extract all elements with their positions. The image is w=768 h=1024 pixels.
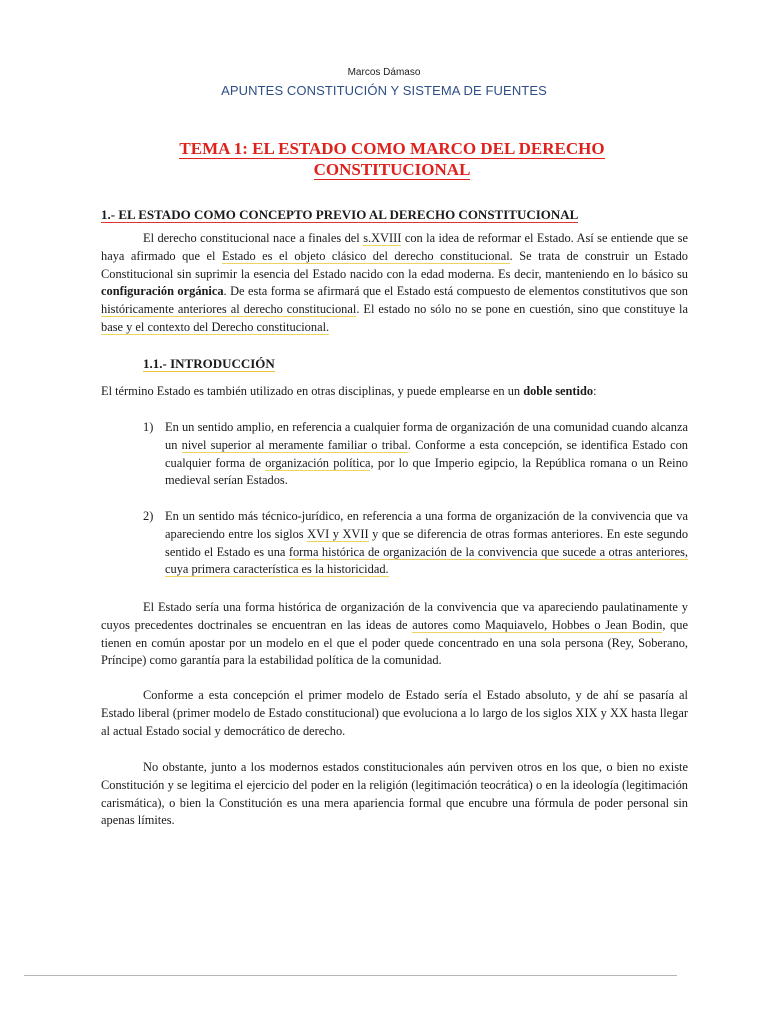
- highlight-run: Estado es el objeto clásico del derecho constitucional: [221, 248, 510, 263]
- text-run: con la idea de reformar el Estado. Así se entiende que se haya afirmado que el: [101, 231, 688, 263]
- text-run: El término Estado es también utilizado en otras disciplinas, y puede emplearse en un: [101, 384, 524, 398]
- list-item-2-text: [165, 508, 688, 579]
- text-run: :: [593, 384, 597, 398]
- highlight-run: históricamente anteriores al derecho constitucional: [101, 302, 357, 317]
- document-header-title: APUNTES CONSTITUCIÓN Y SISTEMA DE FUENTES: [221, 83, 547, 98]
- highlight-run: s.XVIII: [363, 231, 402, 245]
- author-name: Marcos Dámaso: [347, 67, 421, 78]
- list-number: 2): [143, 509, 154, 523]
- chapter-title-line2: CONSTITUCIONAL: [313, 160, 471, 179]
- section-heading-1-text: 1.- EL ESTADO COMO CONCEPTO PREVIO AL DERECHO CONSTITUCIONAL: [101, 207, 579, 222]
- chapter-title-line1: TEMA 1: EL ESTADO COMO MARCO DEL DERECHO: [179, 139, 605, 158]
- paragraph-section1: [101, 230, 688, 337]
- list-number: 1): [143, 420, 154, 434]
- text-run: . Se trata de construir un Estado Constitucional sin suprimir la esencia del Estado nacido con la edad moderna. Es decir, manteniendo en lo básico su: [101, 248, 688, 281]
- chapter-title: [100, 138, 684, 180]
- highlight-run: autores como Maquiavelo, Hobbes o Jean Bodin: [412, 617, 663, 632]
- paragraph-absolute-state: Conforme a esta concepción el primer modelo de Estado sería el Estado absoluto, y de ahí se pasaría al Estado liberal (primer modelo de Estado constitucional) que evoluciona a lo largo de los siglos XIX y XX hasta llegar al actual Estado social y democrático de derecho.: [101, 688, 688, 738]
- text-run: . Conforme a esta concepción, se identifica Estado con cualquier forma de: [165, 437, 688, 470]
- highlight-run: XVI y XVII: [307, 526, 369, 541]
- section-heading-1-1: [143, 356, 275, 372]
- paragraph-historical-form: [101, 599, 688, 670]
- highlight-run: forma histórica de organización de la convivencia que sucede a otras anteriores, cuya primera característica es la historicidad.: [165, 544, 688, 577]
- text-run: En un sentido más técnico-jurídico, en referencia a una forma de organización de la convivencia que va apareciendo entre los siglos: [165, 509, 688, 541]
- text-run: El Estado sería una forma histórica de organización de la convivencia que va apareciendo paulatinamente y cuyos precedentes doctrinales se encuentran en las ideas de: [101, 600, 688, 632]
- highlight-run: organización política: [265, 455, 371, 470]
- text-run: En un sentido amplio, en referencia a cualquier forma de organización de una comunidad cuando alcanza un: [165, 420, 688, 452]
- section-heading-1: [101, 207, 578, 223]
- paragraph-other-states: No obstante, junto a los modernos estados constitucionales aún perviven otros en los que, o bien no existe Constitución y se legitima el ejercicio del poder en la religión (legitimación teocrática) o en la ideología (legitimación carismática), o bien la Constitución es una mera apariencia formal que encubre una fórmula de poder personal sin apenas límites.: [101, 760, 688, 828]
- text-run: . De esta forma se afirmará que el Estado está compuesto de elementos constitutivos que son: [223, 284, 688, 299]
- section-heading-1-1-text: 1.1.- INTRODUCCIÓN: [143, 356, 275, 371]
- text-run: , que tienen en común apostar por un modelo en el que el poder quede concentrado en una sola persona (Rey, Soberano, Príncipe) como garantía para la estabilidad política de la comunidad.: [101, 617, 689, 668]
- highlight-run: nivel superior al meramente familiar o tribal: [181, 437, 408, 452]
- list-item-1-text: [165, 419, 688, 490]
- footer-divider: [24, 975, 677, 976]
- text-run: . El estado no sólo no se pone en cuestión, sino que constituye la: [356, 302, 688, 317]
- text-run: El derecho constitucional nace a finales del: [143, 231, 364, 245]
- bold-run: configuración orgánica: [101, 284, 224, 299]
- highlight-run: base y el contexto del Derecho constitucional.: [101, 319, 330, 334]
- text-run: y que se diferencia de otras formas anteriores. En este segundo sentido el Estado es una: [165, 526, 689, 559]
- text-run: , por lo que Imperio egipcio, la República romana o un Reino medieval serían Estados.: [165, 455, 689, 488]
- paragraph-intro: [101, 383, 688, 401]
- bold-run: doble sentido: [523, 384, 594, 398]
